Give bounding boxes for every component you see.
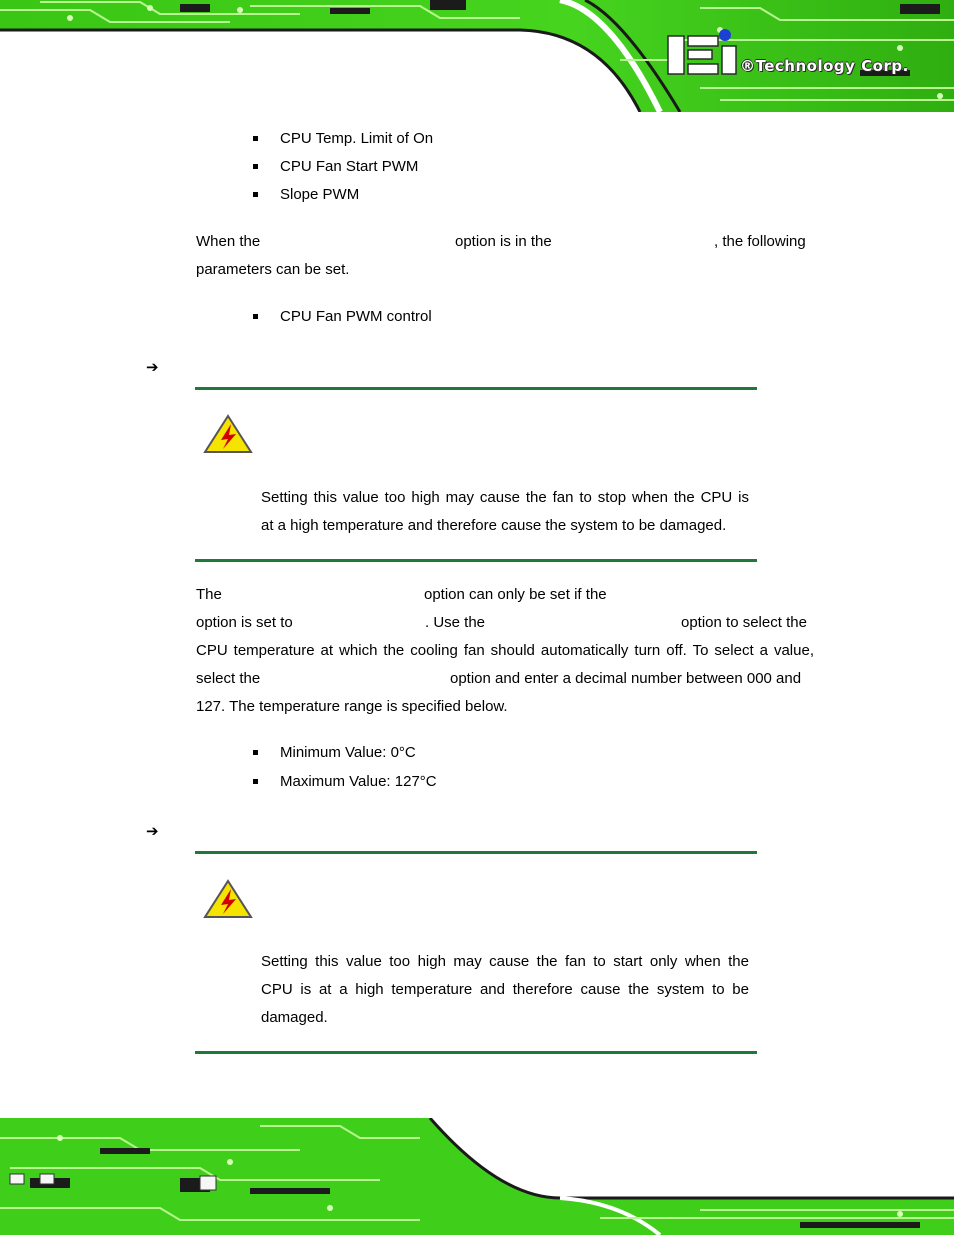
bullet-marker: [253, 314, 258, 319]
warning-message: [261, 948, 749, 1032]
paragraph-fragment: , the following: [714, 233, 806, 250]
bullet-marker: [253, 779, 258, 784]
circuit-board-header-graphic: [0, 0, 954, 112]
warning-line: Setting this value too high may cause the fan to stop when the CPU is: [261, 489, 749, 506]
warning-top-rule: [195, 387, 757, 390]
circuit-board-footer-graphic: [0, 1118, 954, 1235]
header-banner: [0, 0, 954, 112]
bullet-marker: [253, 192, 258, 197]
bullet-marker: [253, 164, 258, 169]
paragraph-fragment: select the: [196, 670, 261, 687]
section-arrow-icon: ➔: [146, 359, 159, 376]
footer-banner: [0, 1118, 954, 1235]
paragraph-body: [196, 637, 814, 665]
paragraph-fragment: The: [196, 586, 222, 603]
paragraph-fragment: option is in the: [455, 233, 552, 250]
list-item: Slope PWM: [280, 186, 360, 203]
warning-message: [261, 484, 749, 540]
paragraph-line: CPU temperature at which the cooling fan should automatically turn off. To select a value,: [196, 642, 814, 659]
paragraph-fragment: option can only be set if the: [424, 586, 607, 603]
section-arrow-icon: ➔: [146, 823, 159, 840]
paragraph-fragment: option and enter a decimal number between 000 and: [450, 670, 802, 687]
warning-bottom-rule: [195, 1051, 757, 1054]
paragraph-fragment: 127. The temperature range is specified below.: [196, 698, 508, 715]
list-item: CPU Temp. Limit of On: [280, 130, 434, 147]
list-item: CPU Fan PWM control: [280, 308, 432, 325]
warning-icon: [203, 414, 253, 454]
list-item: CPU Fan Start PWM: [280, 158, 419, 175]
company-logo-text: ®Technology Corp.: [740, 57, 909, 75]
bullet-marker: [253, 750, 258, 755]
warning-line: CPU is at a high temperature and therefore cause the system to be: [261, 981, 749, 998]
warning-icon: [203, 879, 253, 919]
paragraph-fragment: option is set to: [196, 614, 293, 631]
warning-bottom-rule: [195, 559, 757, 562]
warning-line: damaged.: [261, 1009, 328, 1026]
paragraph-fragment: option to select the: [681, 614, 807, 631]
list-item: Minimum Value: 0°C: [280, 744, 416, 761]
paragraph-fragment: . Use the: [425, 614, 486, 631]
paragraph-fragment: parameters can be set.: [196, 261, 350, 278]
warning-line: Setting this value too high may cause the fan to start only when the: [261, 953, 749, 970]
warning-top-rule: [195, 851, 757, 854]
bullet-marker: [253, 136, 258, 141]
paragraph-fragment: When the: [196, 233, 261, 250]
list-item: Maximum Value: 127°C: [280, 773, 437, 790]
warning-line: at a high temperature and therefore cause the system to be damaged.: [261, 517, 727, 534]
